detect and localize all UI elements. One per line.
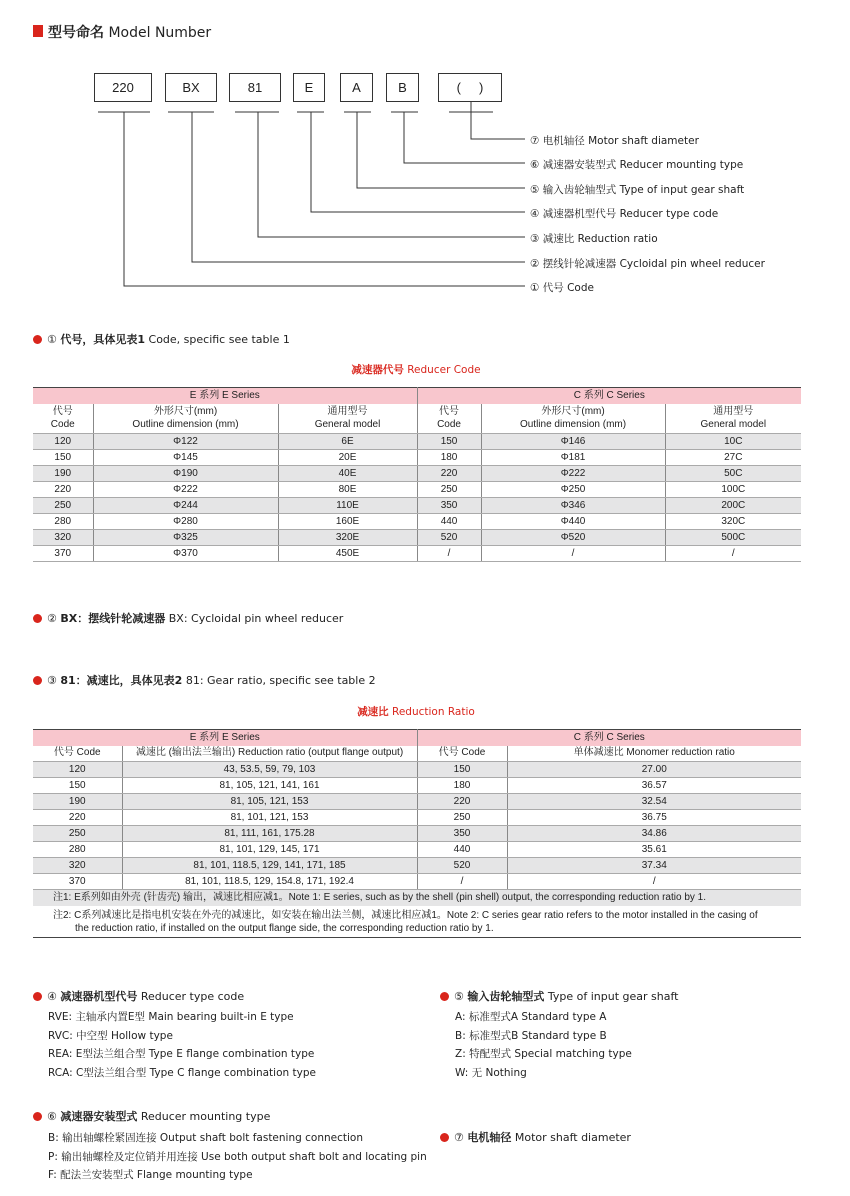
table-cell: /: [417, 546, 481, 562]
table-cell: 250: [33, 498, 93, 514]
connector-4: [311, 112, 525, 212]
list-item: REA: E型法兰组合型 Type E flange combination type: [48, 1048, 315, 1060]
table-cell: 250: [417, 810, 507, 826]
table-cell: 100C: [665, 482, 801, 498]
list-item: RCA: C型法兰组合型 Type C flange combination type: [48, 1066, 316, 1079]
table-cell: 36.57: [507, 778, 801, 794]
table-cell: 120: [33, 762, 122, 778]
table-cell: 190: [33, 794, 122, 810]
bullet-dot: [440, 1133, 449, 1142]
table-cell: 120: [33, 434, 93, 450]
reduction-ratio-table: [33, 729, 801, 938]
section-ratio-heading: ③ 81：减速比，具体见表2 81: Gear ratio, specific see table 2: [33, 672, 376, 688]
table-cell: 440: [417, 514, 481, 530]
table-cell: 80E: [278, 482, 417, 498]
col-header: 代号 Code: [417, 404, 481, 434]
col-header: 单体减速比 Monomer reduction ratio: [507, 746, 801, 762]
table-row: [33, 450, 801, 466]
table-cell: 320: [33, 530, 93, 546]
table-row: [33, 858, 801, 874]
table-cell: 370: [33, 546, 93, 562]
table-cell: Φ190: [93, 466, 278, 482]
table-cell: 320E: [278, 530, 417, 546]
legend-type-code: ④ 减速器机型代号 Reducer type code: [530, 208, 719, 220]
reducer-code-table: [33, 387, 801, 562]
table-cell: 81, 101, 121, 153: [122, 810, 417, 826]
table-cell: 34.86: [507, 826, 801, 842]
table2-note-1: 注1: E系列如由外壳 (针齿壳) 输出，减速比相应减1。Note 1: E series, such as by the shell (pin shell) output, the corresponding reduction ratio by 1.: [33, 890, 801, 906]
table2-note-2: 注2: C系列减速比是指电机安装在外壳的减速比，如安装在输出法兰侧，减速比相应减1。Note 2: C series gear ratio refers to the motor installed in the casing of the reduction ratio, if installed on the output flange side, the corresponding reduction ratio by 1.: [33, 906, 801, 938]
table-cell: /: [507, 874, 801, 890]
table-cell: 180: [417, 778, 507, 794]
bullet-dot: [33, 676, 42, 685]
col-header: 外形尺寸(mm) Outline dimension (mm): [93, 404, 278, 434]
table-cell: 81, 101, 118.5, 129, 154.8, 171, 192.4: [122, 874, 417, 890]
table-cell: 81, 105, 121, 153: [122, 794, 417, 810]
table-cell: 350: [417, 826, 507, 842]
table-cell: 440: [417, 842, 507, 858]
page-title: 型号命名 Model Number: [48, 25, 212, 41]
c-series-header: C 系列 C Series: [417, 730, 801, 746]
table-row: [33, 810, 801, 826]
table-cell: 6E: [278, 434, 417, 450]
table-cell: 150: [417, 762, 507, 778]
table-cell: Φ325: [93, 530, 278, 546]
connector-2: [192, 112, 525, 262]
table-cell: Φ370: [93, 546, 278, 562]
section-motor-shaft-heading: ⑦ 电机轴径 Motor shaft diameter: [440, 1129, 631, 1145]
table-row: [33, 514, 801, 530]
table-cell: /: [481, 546, 665, 562]
table-cell: Φ146: [481, 434, 665, 450]
table-cell: 450E: [278, 546, 417, 562]
list-item: B: 标准型式B Standard type B: [455, 1029, 607, 1042]
table2-caption: 减速比 Reduction Ratio: [357, 706, 475, 718]
table-cell: 220: [417, 466, 481, 482]
c-series-header: C 系列 C Series: [417, 388, 801, 404]
bullet-dot: [33, 992, 42, 1001]
col-header: 通用型号 General model: [665, 404, 801, 434]
table-cell: 81, 105, 121, 141, 161: [122, 778, 417, 794]
model-box-input-shaft: A: [340, 73, 373, 102]
table-cell: 43, 53.5, 59, 79, 103: [122, 762, 417, 778]
section-bx-heading: ② BX：摆线针轮减速器 BX: Cycloidal pin wheel reducer: [33, 610, 343, 626]
table-cell: 110E: [278, 498, 417, 514]
table-cell: 150: [417, 434, 481, 450]
table-cell: 81, 111, 161, 175.28: [122, 826, 417, 842]
table-row: [33, 842, 801, 858]
table-row: [33, 778, 801, 794]
e-series-header: E 系列 E Series: [33, 388, 417, 404]
table-cell: 20E: [278, 450, 417, 466]
list-item: B: 输出轴螺栓紧固连接 Output shaft bolt fastening connection: [48, 1132, 363, 1144]
table-cell: 36.75: [507, 810, 801, 826]
section-code-heading: ① 代号，具体见表1 Code, specific see table 1: [33, 331, 290, 347]
table-cell: 37.34: [507, 858, 801, 874]
model-box-type: E: [293, 73, 325, 102]
legend-input-shaft: ⑤ 输入齿轮轴型式 Type of input gear shaft: [530, 184, 745, 196]
table-cell: 27.00: [507, 762, 801, 778]
table-cell: 160E: [278, 514, 417, 530]
list-item: F: 配法兰安装型式 Flange mounting type: [48, 1169, 253, 1181]
table-cell: Φ222: [93, 482, 278, 498]
table-cell: /: [417, 874, 507, 890]
table-cell: 280: [33, 514, 93, 530]
legend-code: ① 代号 Code: [530, 282, 594, 294]
table-cell: 200C: [665, 498, 801, 514]
table-cell: Φ346: [481, 498, 665, 514]
table-row: [33, 466, 801, 482]
table-cell: Φ181: [481, 450, 665, 466]
table-cell: 10C: [665, 434, 801, 450]
model-box-code: 220: [94, 73, 152, 102]
table1-caption: 减速器代号 Reducer Code: [351, 364, 481, 376]
type-code-list: [48, 1009, 316, 1083]
table-cell: Φ222: [481, 466, 665, 482]
table-row: [33, 530, 801, 546]
table-cell: 40E: [278, 466, 417, 482]
model-box-bx: BX: [165, 73, 217, 102]
col-header: 减速比 (输出法兰输出) Reduction ratio (output flange output): [122, 746, 417, 762]
table-cell: Φ520: [481, 530, 665, 546]
table-cell: 81, 101, 118.5, 129, 141, 171, 185: [122, 858, 417, 874]
list-item: RVE: 主轴承内置E型 Main bearing built-in E type: [48, 1011, 294, 1023]
table-cell: 280: [33, 842, 122, 858]
bullet-dot: [440, 992, 449, 1001]
table-row: [33, 874, 801, 890]
table-cell: Φ280: [93, 514, 278, 530]
table-row: [33, 826, 801, 842]
mounting-list: [48, 1130, 427, 1186]
table-cell: 320C: [665, 514, 801, 530]
table-cell: 250: [33, 826, 122, 842]
list-item: W: 无 Nothing: [455, 1066, 527, 1079]
table-cell: Φ145: [93, 450, 278, 466]
bullet-dot: [33, 335, 42, 344]
col-header: 外形尺寸(mm) Outline dimension (mm): [481, 404, 665, 434]
table-cell: 250: [417, 482, 481, 498]
col-header: 通用型号 General model: [278, 404, 417, 434]
table-cell: /: [665, 546, 801, 562]
input-shaft-list: [455, 1009, 632, 1083]
connector-3: [258, 112, 525, 237]
table-cell: 50C: [665, 466, 801, 482]
connector-lines: [0, 0, 850, 300]
table-cell: 220: [33, 482, 93, 498]
table-cell: Φ250: [481, 482, 665, 498]
table-row: [33, 546, 801, 562]
section-type-code-heading: ④ 减速器机型代号 Reducer type code: [33, 988, 244, 1004]
legend-mounting: ⑥ 减速器安装型式 Reducer mounting type: [530, 159, 744, 171]
table-cell: 220: [33, 810, 122, 826]
connector-6: [404, 112, 525, 163]
table-cell: 370: [33, 874, 122, 890]
section-mounting-heading: ⑥ 减速器安装型式 Reducer mounting type: [33, 1108, 270, 1124]
list-item: P: 输出轴螺栓及定位销并用连接 Use both output shaft bolt and locating pin: [48, 1150, 427, 1163]
table-cell: 320: [33, 858, 122, 874]
legend-motor-shaft: ⑦ 电机轴径 Motor shaft diameter: [530, 135, 699, 147]
model-box-motor-shaft: ( ): [438, 73, 502, 102]
model-box-mounting: B: [386, 73, 419, 102]
table-cell: 150: [33, 778, 122, 794]
model-box-ratio: 81: [229, 73, 281, 102]
legend-cycloidal: ② 摆线针轮减速器 Cycloidal pin wheel reducer: [530, 258, 765, 270]
table-cell: 180: [417, 450, 481, 466]
connector-5: [357, 112, 525, 188]
table1-header-row: [33, 404, 801, 434]
table-cell: Φ244: [93, 498, 278, 514]
table-cell: 32.54: [507, 794, 801, 810]
legend-ratio: ③ 减速比 Reduction ratio: [530, 233, 658, 245]
bullet-dot: [33, 614, 42, 623]
bullet-dot: [33, 1112, 42, 1121]
table-cell: Φ122: [93, 434, 278, 450]
table-cell: 520: [417, 858, 507, 874]
col-header: 代号 Code: [33, 404, 93, 434]
table-cell: 35.61: [507, 842, 801, 858]
table-cell: 350: [417, 498, 481, 514]
connector-7: [471, 102, 525, 139]
table-row: [33, 434, 801, 450]
table-cell: 220: [417, 794, 507, 810]
table-cell: 520: [417, 530, 481, 546]
list-item: RVC: 中空型 Hollow type: [48, 1029, 173, 1042]
list-item: Z: 特配型式 Special matching type: [455, 1048, 632, 1060]
table-cell: 150: [33, 450, 93, 466]
e-series-header: E 系列 E Series: [33, 730, 417, 746]
table-cell: 500C: [665, 530, 801, 546]
list-item: A: 标准型式A Standard type A: [455, 1011, 607, 1023]
table-row: [33, 498, 801, 514]
table2-header-row: [33, 746, 801, 762]
col-header: 代号 Code: [33, 746, 122, 762]
table-row: [33, 762, 801, 778]
table-cell: 190: [33, 466, 93, 482]
table-cell: Φ440: [481, 514, 665, 530]
table-cell: 27C: [665, 450, 801, 466]
col-header: 代号 Code: [417, 746, 507, 762]
section-input-shaft-heading: ⑤ 输入齿轮轴型式 Type of input gear shaft: [440, 988, 678, 1004]
table-row: [33, 482, 801, 498]
table-row: [33, 794, 801, 810]
connector-1: [124, 112, 525, 286]
table-cell: 81, 101, 129, 145, 171: [122, 842, 417, 858]
